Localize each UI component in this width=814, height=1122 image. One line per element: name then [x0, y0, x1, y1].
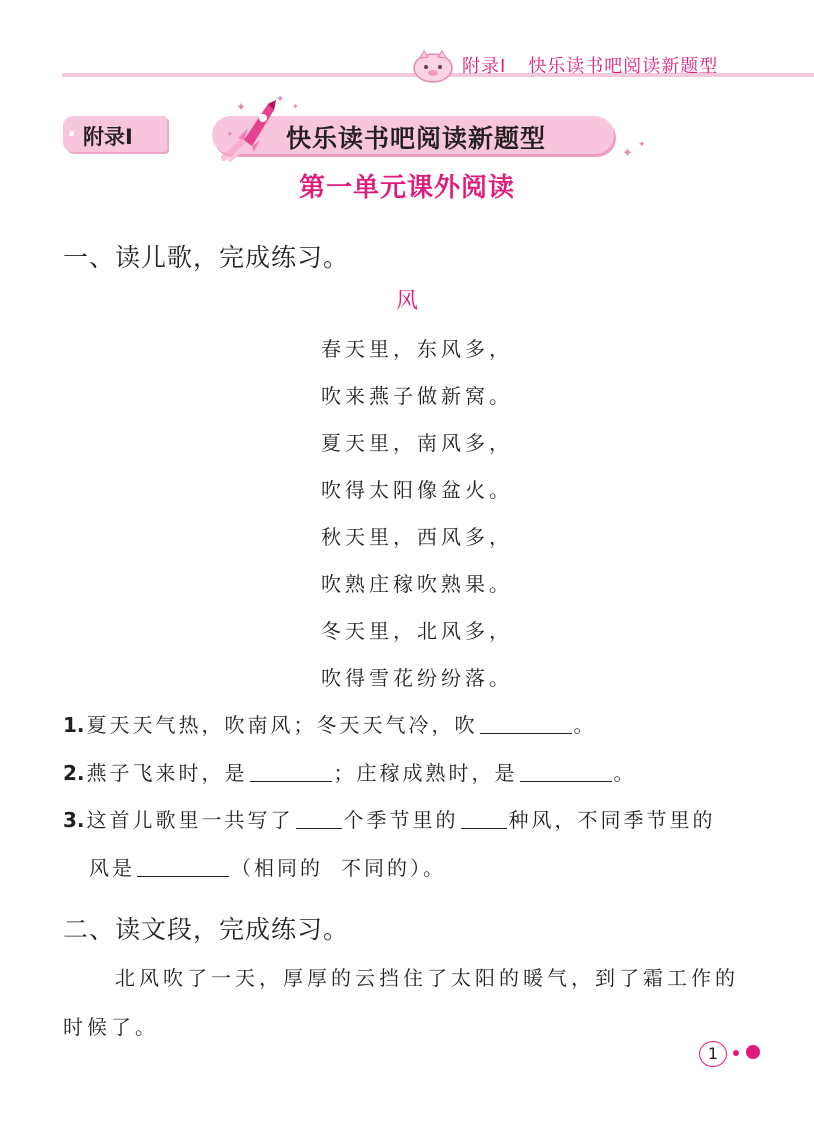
question-3-continued	[89, 852, 446, 881]
section-heading-2: 二、读文段，完成练习。	[63, 915, 350, 944]
sparkle-icon: ✦	[276, 94, 285, 105]
page-dot-large	[746, 1045, 760, 1059]
passage-line: 北风吹了一天，厚厚的云挡住了太阳的暖气，到了霜工作的	[115, 966, 739, 990]
header-title: 快乐读书吧阅读新题型	[528, 56, 719, 77]
answer-blank[interactable]	[137, 858, 229, 877]
running-header	[462, 52, 718, 78]
poem-line: 吹熟庄稼吹熟果。	[321, 572, 513, 596]
poem-line: 春天里，东风多，	[321, 337, 513, 361]
question-text: 夏天天气热，吹南风；冬天天气冷，吹	[86, 713, 478, 737]
rocket-icon	[220, 96, 290, 162]
question-text: ；庄稼成熟时，是	[333, 761, 518, 785]
poem-title: 风	[395, 289, 418, 314]
unit-title: 第一单元课外阅读	[298, 173, 515, 203]
tag-dot	[69, 131, 74, 136]
question-text: 风是	[89, 856, 135, 880]
question-number: 3.	[63, 808, 85, 832]
poem-line: 吹得太阳像盆火。	[321, 478, 513, 502]
header-appendix-label: 附录Ⅰ	[462, 56, 507, 77]
sparkle-icon: ✦	[292, 102, 299, 111]
question-end: 。	[613, 761, 637, 785]
poem-line: 秋天里，西风多，	[321, 525, 513, 549]
answer-blank[interactable]	[296, 810, 342, 829]
mascot-icon	[411, 48, 455, 84]
poem-line: 吹来燕子做新窝。	[321, 384, 513, 408]
question-end: 。	[573, 713, 597, 737]
answer-blank[interactable]	[250, 763, 332, 782]
page-dot-small	[733, 1050, 739, 1056]
option-same[interactable]: （相同的	[231, 856, 323, 880]
question-number: 2.	[63, 761, 85, 785]
poem-line: 吹得雪花纷纷落。	[321, 666, 513, 690]
option-different[interactable]: 不同的）。	[341, 856, 446, 880]
sparkle-icon: ✦	[236, 100, 247, 114]
answer-blank[interactable]	[461, 810, 507, 829]
poem-line: 夏天里，南风多，	[321, 431, 513, 455]
answer-blank[interactable]	[520, 763, 612, 782]
question-text: 燕子飞来时，是	[86, 761, 248, 785]
poem-line: 冬天里，北风多，	[321, 619, 513, 643]
question-1	[63, 709, 597, 738]
question-text: 个季节里的	[343, 808, 459, 832]
question-number: 1.	[63, 713, 85, 737]
question-3	[63, 804, 716, 833]
appendix-tag	[63, 116, 167, 152]
question-text: 种风，不同季节里的	[508, 808, 716, 832]
question-2	[63, 757, 637, 786]
sparkle-icon: ✦	[622, 146, 633, 161]
passage-line: 时候了。	[63, 1015, 159, 1039]
sparkle-icon: ✦	[638, 140, 646, 150]
chapter-banner-title: 快乐读书吧阅读新题型	[286, 124, 547, 153]
appendix-tag-label: 附录Ⅰ	[83, 125, 133, 149]
sparkle-icon: ✦	[226, 130, 234, 140]
page-number: 1	[699, 1041, 727, 1067]
section-heading-1: 一、读儿歌，完成练习。	[63, 243, 350, 272]
answer-blank[interactable]	[480, 715, 572, 734]
question-text: 这首儿歌里一共写了	[86, 808, 294, 832]
